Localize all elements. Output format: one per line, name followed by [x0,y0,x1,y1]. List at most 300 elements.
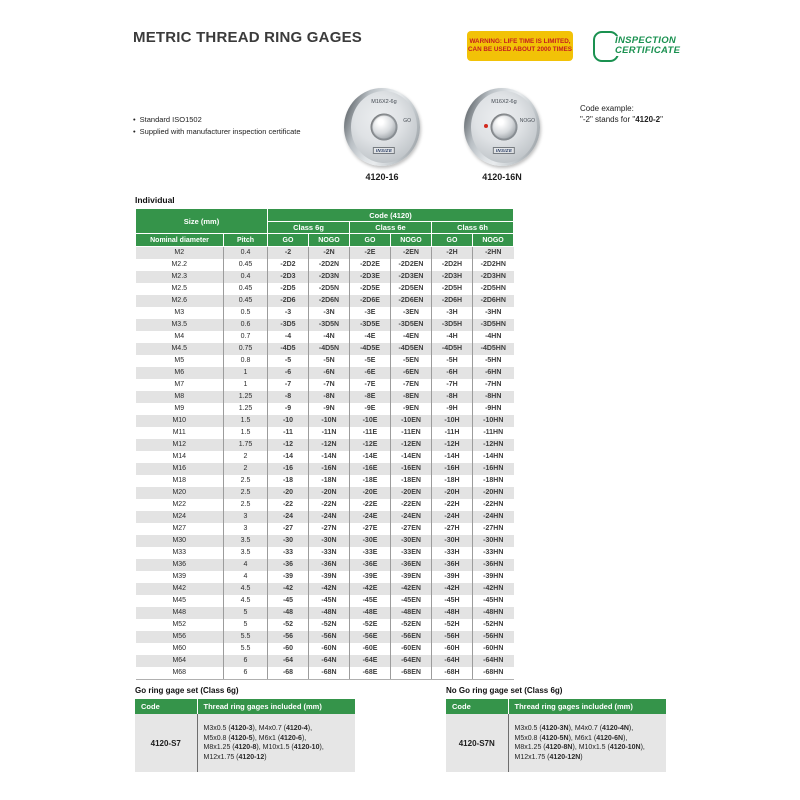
table-row [136,547,514,559]
code-cell: -24E [350,511,391,523]
code-cell: -7N [309,379,350,391]
code-cell: -45H [432,595,473,607]
code-cell: -18N [309,475,350,487]
pitch-cell: 1.5 [224,415,268,427]
code-cell: -3D5HN [473,319,514,331]
code-cell: -52H [432,619,473,631]
code-cell: -33EN [391,547,432,559]
set-table [446,699,666,772]
pitch-cell: 3 [224,523,268,535]
nominal-diameter-cell: M36 [136,559,224,571]
pitch-cell: 0.7 [224,331,268,343]
set-code-value: 4120-S7 [135,714,197,772]
table-row [136,487,514,499]
code-cell: -9N [309,403,350,415]
code-cell: -20N [309,487,350,499]
set-desc-header: Thread ring gages included (mm) [197,699,355,714]
gage-center-hole [371,114,398,141]
code-cell: -56HN [473,631,514,643]
nominal-diameter-cell: M10 [136,415,224,427]
table-row [136,331,514,343]
nogo-set-table [446,686,666,772]
code-cell: -10H [432,415,473,427]
code-cell: -18 [268,475,309,487]
code-cell: -48EN [391,607,432,619]
code-cell: -42N [309,583,350,595]
code-cell: -9 [268,403,309,415]
nominal-diameter-cell: M12 [136,439,224,451]
feature-item: • Supplied with manufacturer inspection certificate [133,126,301,138]
warning-text-line2: CAN BE USED ABOUT 2000 TIMES [467,46,573,53]
table-row [136,523,514,535]
table-row [136,307,514,319]
code-cell: -64EN [391,655,432,667]
code-cell: -24 [268,511,309,523]
code-cell: -3H [432,307,473,319]
code-cell: -45HN [473,595,514,607]
code-cell: -33E [350,547,391,559]
nominal-diameter-cell: M52 [172,621,187,628]
code-cell: -8 [268,391,309,403]
code-cell: -6HN [473,367,514,379]
nominal-diameter-cell: M2.2 [171,261,188,268]
code-cell: -2D2N [309,259,350,271]
code-cell: -8E [350,391,391,403]
code-cell: -22EN [391,499,432,511]
feature-list [133,114,301,138]
code-cell: -5E [350,355,391,367]
code-cell: -60HN [473,643,514,655]
red-dot-indicator [484,124,488,128]
table-row [136,439,514,451]
table-row [136,451,514,463]
code-cell: -48E [350,607,391,619]
code-cell: -24HN [473,511,514,523]
nominal-diameter-cell: M4 [174,333,185,340]
nogo-header: NOGO [473,234,514,247]
code-cell: -27HN [473,523,514,535]
nominal-diameter-cell: M11 [172,429,186,436]
code-cell: -39E [350,571,391,583]
nominal-diameter-header: Nominal diameter [136,234,224,247]
certificate-label-line1: INSPECTION [615,35,677,46]
code-cell: -3HN [473,307,514,319]
code-cell: -10HN [473,415,514,427]
code-cell: -12E [350,439,391,451]
code-cell: -20E [350,487,391,499]
code-cell: -4D5H [432,343,473,355]
warning-text-line1: WARNING: LIFE TIME IS LIMITED, [469,38,571,45]
code-cell: -2D2H [432,259,473,271]
table-row [136,391,514,403]
code-cell: -2D3H [432,271,473,283]
pitch-cell: 1 [224,379,268,391]
nominal-diameter-cell: M6 [136,367,224,379]
code-cell: -22N [309,499,350,511]
code-cell: -12HN [473,439,514,451]
pitch-cell: 4.5 [224,583,268,595]
code-cell: -5N [309,355,350,367]
set-code-header: Code [446,699,508,714]
code-cell: -11 [268,427,309,439]
table-row [136,319,514,331]
code-cell: -30H [432,535,473,547]
table-row [136,619,514,631]
code-cell: -56E [350,631,391,643]
go-header: GO [268,234,309,247]
gage-face [351,91,417,163]
code-cell: -48H [432,607,473,619]
code-cell: -18H [432,475,473,487]
nominal-diameter-cell: M22 [172,501,187,508]
pitch-cell: 2 [224,463,268,475]
code-cell: -36E [350,559,391,571]
table-row [136,355,514,367]
pitch-cell: 5 [224,619,268,631]
table-row [136,643,514,655]
individual-label: Individual [135,195,175,205]
code-cell: -11N [309,427,350,439]
nogo-marking-label: NOGO [519,117,535,124]
code-cell: -4N [309,331,350,343]
pitch-cell: 1.5 [224,427,268,439]
pitch-cell: 5.5 [224,631,268,643]
table-row [136,403,514,415]
table-row [136,295,514,307]
code-cell: -42 [268,583,309,595]
code-cell: -42EN [391,583,432,595]
code-cell: -11HN [473,427,514,439]
code-cell: -4 [268,331,309,343]
code-cell: -36 [268,559,309,571]
go-ring-gage-image [342,88,422,182]
code-cell: -27EN [391,523,432,535]
code-cell: -2N [309,247,350,260]
code-cell: -45E [350,595,391,607]
nominal-diameter-cell: M2.6 [136,295,224,307]
nominal-diameter-cell: M5 [174,357,185,364]
code-cell: -3EN [391,307,432,319]
code-cell: -52EN [391,619,432,631]
code-cell: -2D5 [268,283,309,295]
pitch-cell: 0.75 [224,343,268,355]
code-cell: -8H [432,391,473,403]
brand-logo: INSIZE [373,147,395,154]
code-cell: -68HN [473,667,514,680]
code-cell: -39HN [473,571,514,583]
nogo-gage-code-label: 4120-16N [482,172,522,182]
table-row [136,247,514,260]
code-cell: -56 [268,631,309,643]
brand-logo: INSIZE [493,147,515,154]
set-desc-value: M3x0.5 (4120-3N), M4x0.7 (4120-4N), M5x0.8 (4120-5N), M6x1 (4120-6N), M8x1.25 (4120-8N), M10x1.5 (4120-10N), M12x1.75 (4120-12N) [508,714,666,772]
pitch-cell: 0.6 [224,319,268,331]
gage-face [471,91,537,163]
nominal-diameter-cell: M3 [174,309,185,316]
code-cell: -56EN [391,631,432,643]
table-row [136,499,514,511]
code-cell: -33H [432,547,473,559]
nominal-diameter-cell: M45 [172,597,187,604]
code-cell: -3 [268,307,309,319]
code-cell: -39EN [391,571,432,583]
code-cell: -5HN [473,355,514,367]
pitch-cell: 1.75 [224,439,268,451]
code-cell: -60 [268,643,309,655]
code-cell: -8N [309,391,350,403]
go-marking-label: GO [403,117,411,124]
code-cell: -20EN [391,487,432,499]
gage-center-hole [491,114,518,141]
code-cell: -36HN [473,559,514,571]
pitch-cell: 3.5 [224,535,268,547]
nominal-diameter-cell: M27 [172,525,187,532]
set-table-title: Go ring gage set (Class 6g) [135,686,239,695]
code-cell: -2D5H [432,283,473,295]
code-example-note [580,103,663,125]
code-cell: -16HN [473,463,514,475]
nominal-diameter-cell: M14 [172,453,187,460]
code-cell: -48 [268,607,309,619]
code-cell: -2D2 [268,259,309,271]
code-cell: -2 [268,247,309,260]
table-row [136,535,514,547]
code-cell: -2D5E [350,283,391,295]
code-cell: -7EN [391,379,432,391]
code-cell: -20H [432,487,473,499]
nominal-diameter-cell: M56 [136,631,224,643]
code-cell: -3D5 [268,319,309,331]
nominal-diameter-cell: M68 [136,667,224,680]
code-cell: -64HN [473,655,514,667]
code-cell: -8EN [391,391,432,403]
code-cell: -2D6E [350,295,391,307]
code-cell: -2D6EN [391,295,432,307]
code-cell: -4D5 [268,343,309,355]
code-cell: -2D3E [350,271,391,283]
code-cell: -45EN [391,595,432,607]
code-cell: -6 [268,367,309,379]
gage-ring [464,88,540,166]
code-cell: -7HN [473,379,514,391]
code-cell: -3D5E [350,319,391,331]
code-cell: -27 [268,523,309,535]
pitch-cell: 1 [224,367,268,379]
code-group-header: Code (4120) [268,209,514,222]
pitch-cell: 2.5 [224,475,268,487]
code-cell: -42HN [473,583,514,595]
pitch-cell: 3.5 [224,547,268,559]
nominal-diameter-cell: M24 [136,511,224,523]
code-cell: -27H [432,523,473,535]
code-cell: -30HN [473,535,514,547]
code-cell: -33 [268,547,309,559]
nominal-diameter-cell: M8 [136,391,224,403]
code-cell: -5H [432,355,473,367]
pitch-cell: 0.45 [224,259,268,271]
code-cell: -10EN [391,415,432,427]
nogo-header: NOGO [391,234,432,247]
code-cell: -7H [432,379,473,391]
code-cell: -4EN [391,331,432,343]
code-cell: -20HN [473,487,514,499]
table-row [136,283,514,295]
code-cell: -6N [309,367,350,379]
table-row [136,559,514,571]
code-cell: -7 [268,379,309,391]
table-row [136,427,514,439]
code-cell: -22HN [473,499,514,511]
code-cell: -10 [268,415,309,427]
set-desc-value: M3x0.5 (4120-3), M4x0.7 (4120-4), M5x0.8 (4120-5), M6x1 (4120-6), M8x1.25 (4120-8), M10x1.5 (4120-10), M12x1.75 (4120-12) [197,714,355,772]
code-cell: -20 [268,487,309,499]
code-cell: -6EN [391,367,432,379]
nominal-diameter-cell: M20 [136,487,224,499]
size-group-header: Size (mm) [136,209,268,234]
code-cell: -56N [309,631,350,643]
code-cell: -18EN [391,475,432,487]
nominal-diameter-cell: M42 [136,583,224,595]
code-cell: -68N [309,667,350,680]
code-cell: -52N [309,619,350,631]
nominal-diameter-cell: M30 [136,535,224,547]
code-cell: -11EN [391,427,432,439]
code-cell: -3D5N [309,319,350,331]
code-example-label: Code example: [580,104,634,113]
code-cell: -2D2E [350,259,391,271]
code-cell: -2D3EN [391,271,432,283]
code-cell: -64N [309,655,350,667]
class-6h-header: Class 6h [432,222,514,234]
code-cell: -52 [268,619,309,631]
code-cell: -14HN [473,451,514,463]
nominal-diameter-cell: M2.3 [136,271,224,283]
pitch-cell: 1.25 [224,403,268,415]
code-cell: -16 [268,463,309,475]
go-header: GO [350,234,391,247]
go-set-table [135,686,355,772]
code-cell: -5EN [391,355,432,367]
code-cell: -36EN [391,559,432,571]
code-cell: -5 [268,355,309,367]
pitch-cell: 0.45 [224,295,268,307]
nominal-diameter-cell: M60 [172,645,187,652]
table-row [136,259,514,271]
code-cell: -24H [432,511,473,523]
code-cell: -3N [309,307,350,319]
table-row [136,631,514,643]
code-cell: -27E [350,523,391,535]
code-cell: -14E [350,451,391,463]
code-cell: -4HN [473,331,514,343]
table-row [136,475,514,487]
nominal-diameter-cell: M16 [136,463,224,475]
code-cell: -14H [432,451,473,463]
code-cell: -60H [432,643,473,655]
table-row [136,667,514,680]
code-cell: -30EN [391,535,432,547]
page-title: METRIC THREAD RING GAGES [133,29,362,46]
code-cell: -56H [432,631,473,643]
nominal-diameter-cell: M64 [136,655,224,667]
code-cell: -30E [350,535,391,547]
code-cell: -2E [350,247,391,260]
nominal-diameter-cell: M33 [172,549,187,556]
main-table-body [136,247,514,680]
code-cell: -39H [432,571,473,583]
code-cell: -48N [309,607,350,619]
pitch-cell: 0.8 [224,355,268,367]
code-cell: -64H [432,655,473,667]
code-cell: -10E [350,415,391,427]
pitch-cell: 2.5 [224,499,268,511]
nogo-header: NOGO [309,234,350,247]
certificate-label [613,36,680,56]
code-cell: -2HN [473,247,514,260]
code-cell: -39 [268,571,309,583]
pitch-cell: 0.45 [224,283,268,295]
code-cell: -4H [432,331,473,343]
code-cell: -6H [432,367,473,379]
set-desc-header: Thread ring gages included (mm) [508,699,666,714]
code-cell: -64 [268,655,309,667]
code-cell: -18HN [473,475,514,487]
code-cell: -30 [268,535,309,547]
code-cell: -8HN [473,391,514,403]
code-cell: -4E [350,331,391,343]
pitch-cell: 5 [224,607,268,619]
pitch-cell: 1.25 [224,391,268,403]
code-cell: -48HN [473,607,514,619]
nominal-diameter-cell: M9 [174,405,185,412]
code-cell: -60N [309,643,350,655]
table-row [136,655,514,667]
code-cell: -12N [309,439,350,451]
code-cell: -10N [309,415,350,427]
table-row [136,607,514,619]
code-cell: -45 [268,595,309,607]
pitch-cell: 6 [224,667,268,680]
code-cell: -14EN [391,451,432,463]
pitch-cell: 0.5 [224,307,268,319]
code-cell: -52HN [473,619,514,631]
code-cell: -16EN [391,463,432,475]
class-6e-header: Class 6e [350,222,432,234]
gage-ring [344,88,420,166]
nominal-diameter-cell: M4.5 [136,343,224,355]
code-cell: -64E [350,655,391,667]
table-row [136,367,514,379]
code-cell: -4D5EN [391,343,432,355]
set-table [135,699,355,772]
pitch-cell: 4 [224,559,268,571]
pitch-cell: 0.4 [224,247,268,260]
code-cell: -3D5EN [391,319,432,331]
code-cell: -2D5EN [391,283,432,295]
table-row [136,379,514,391]
gage-face-text: M16X2-6g [371,99,397,105]
table-row [136,571,514,583]
code-cell: -33N [309,547,350,559]
code-cell: -14N [309,451,350,463]
table-row [136,271,514,283]
code-cell: -12H [432,439,473,451]
pitch-cell: 3 [224,511,268,523]
code-cell: -4D5N [309,343,350,355]
code-cell: -60E [350,643,391,655]
table-row [136,595,514,607]
code-cell: -42H [432,583,473,595]
